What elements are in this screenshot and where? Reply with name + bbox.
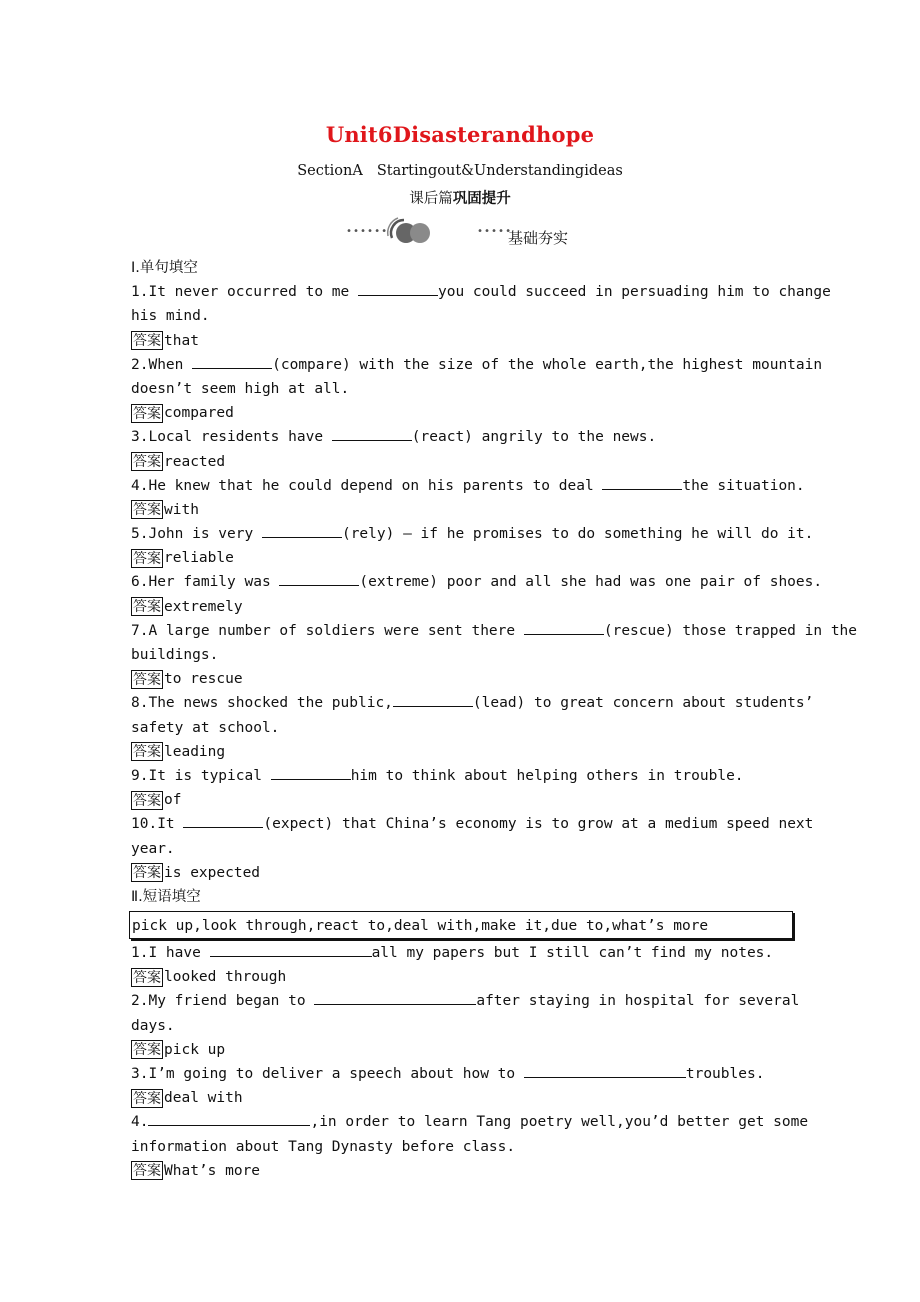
answer-tag: 答案 [133, 1163, 161, 1180]
answer-line [131, 788, 791, 812]
answer-blank[interactable] [210, 942, 372, 957]
answer-text: to rescue [164, 671, 243, 688]
answer-blank[interactable] [332, 426, 412, 441]
answer-text: reliable [164, 550, 234, 567]
question-line [131, 619, 858, 643]
answer-line [131, 450, 791, 474]
answer-text: pick up [164, 1041, 226, 1058]
answer-text: of [164, 792, 182, 809]
question-text: you could succeed in persuading him to change [437, 284, 831, 301]
banner-label: 基础夯实 [508, 229, 569, 247]
question-continuation: doesn’t seem high at all. [131, 380, 350, 397]
answer-text: compared [164, 405, 234, 422]
answer-blank[interactable] [183, 813, 263, 828]
answer-line [131, 861, 791, 885]
answer-line [131, 1159, 791, 1183]
answer-blank[interactable] [393, 692, 473, 707]
question-text: It [157, 816, 184, 833]
question-number: 1. [131, 945, 149, 962]
section-heading: Ⅱ.短语填空 [131, 888, 201, 905]
question-line [131, 941, 791, 965]
answer-line [131, 498, 791, 522]
banner-dots-right: ••••• [477, 226, 513, 237]
question-number: 2. [131, 356, 149, 373]
question-continuation: information about Tang Dynasty before class. [131, 1138, 516, 1155]
question-line [131, 812, 814, 836]
answer-tag: 答案 [133, 454, 161, 471]
answer-blank[interactable] [602, 475, 682, 490]
answer-line [131, 965, 791, 989]
answer-blank[interactable] [524, 1063, 686, 1078]
answer-text: that [164, 332, 199, 349]
question-text: the situation. [682, 477, 805, 494]
question-number: 7. [131, 622, 149, 639]
practice-subtitle [0, 187, 920, 208]
answer-line [131, 595, 791, 619]
answer-tag: 答案 [133, 671, 161, 688]
question-number: 8. [131, 695, 149, 712]
question-line [131, 570, 823, 594]
answer-tag: 答案 [133, 1090, 161, 1107]
answer-text: looked through [164, 969, 287, 986]
question-text: (expect) that China’s economy is to grow at a medium speed next [263, 816, 814, 833]
question-continuation: year. [131, 840, 175, 857]
question-text: It never occurred to me [148, 284, 358, 301]
answer-line [131, 329, 791, 353]
question-text: troubles. [685, 1066, 765, 1082]
question-number: 1. [131, 284, 149, 301]
question-number: 3. [131, 1066, 149, 1082]
question-continuation: buildings. [131, 647, 219, 663]
question-line [131, 1062, 791, 1086]
question-text: It is typical [148, 767, 271, 784]
answer-blank[interactable] [279, 571, 359, 586]
question-line [131, 522, 814, 546]
question-text: (compare) with the size of the whole earth,the highest mountain [272, 356, 823, 373]
answer-tag: 答案 [133, 405, 161, 422]
answer-line [131, 667, 791, 691]
answer-line [131, 1038, 791, 1062]
question-line [131, 353, 823, 377]
answer-text: leading [164, 743, 226, 760]
answer-tag: 答案 [133, 969, 161, 986]
answer-tag: 答案 [133, 744, 161, 761]
question-number: 2. [131, 993, 149, 1010]
question-number: 3. [131, 429, 149, 446]
question-number: 4. [131, 477, 149, 494]
unit-title: Unit6Disasterandhope [325, 122, 595, 147]
question-text: (lead) to great concern about students’ [472, 695, 814, 712]
question-number: 6. [131, 574, 149, 591]
answer-blank[interactable] [262, 523, 342, 538]
question-text: When [148, 356, 193, 373]
answer-line [131, 1086, 791, 1110]
answer-blank[interactable] [358, 281, 438, 296]
question-text: I’m going to deliver a speech about how to [148, 1066, 524, 1082]
section-label: SectionA [297, 163, 363, 179]
answer-text: with [164, 501, 199, 518]
phrase-word-box: pick up,look through,react to,deal with,make it,due to,what’s more [129, 911, 793, 939]
question-number: 4. [131, 1114, 149, 1131]
answer-blank[interactable] [192, 354, 272, 369]
question-continuation: his mind. [131, 308, 210, 325]
question-line [131, 691, 814, 715]
answer-blank[interactable] [314, 990, 476, 1005]
level-banner [346, 214, 586, 248]
section-topic: Startingout&Understandingideas [376, 163, 623, 179]
exercise-content [131, 256, 858, 1183]
answer-text: is expected [164, 864, 261, 881]
section-subtitle [0, 163, 920, 179]
question-text: A large number of soldiers were sent there [148, 622, 524, 639]
answer-tag: 答案 [133, 599, 161, 616]
answer-tag: 答案 [133, 550, 161, 567]
question-line [131, 989, 800, 1013]
question-text: Local residents have [148, 429, 332, 446]
question-text: I have [148, 945, 210, 962]
question-text: ,in order to learn Tang poetry well,you’d better get some [310, 1114, 809, 1131]
question-text: all my papers but I still can’t find my notes. [371, 945, 774, 962]
question-line [131, 764, 791, 788]
question-text: My friend began to [148, 993, 315, 1010]
answer-tag: 答案 [133, 792, 161, 809]
question-text: (extreme) poor and all she had was one pair of shoes. [359, 574, 823, 591]
answer-line [131, 401, 791, 425]
answer-text: reacted [164, 453, 226, 470]
answer-text: deal with [164, 1090, 243, 1107]
question-continuation: safety at school. [131, 719, 280, 736]
question-text: after staying in hospital for several [476, 993, 800, 1010]
answer-tag: 答案 [133, 502, 161, 519]
question-number: 5. [131, 526, 149, 543]
banner-dots-left: •••••• [346, 226, 389, 237]
question-text: him to think about helping others in trouble. [350, 767, 744, 784]
question-text: (react) angrily to the news. [411, 429, 657, 446]
question-text: The news shocked the public, [148, 695, 393, 712]
answer-text: What’s more [164, 1162, 261, 1179]
answer-tag: 答案 [133, 333, 161, 350]
answer-blank[interactable] [271, 765, 351, 780]
section-heading: Ⅰ.单句填空 [131, 260, 198, 276]
answer-blank[interactable] [524, 620, 604, 635]
question-line [131, 425, 791, 449]
answer-tag: 答案 [133, 1042, 161, 1059]
question-text: John is very [148, 526, 262, 543]
practice-subtitle-normal: 课后篇 [409, 191, 453, 207]
question-text: (rescue) those trapped in the [603, 622, 858, 639]
question-number: 10. [131, 816, 158, 833]
question-text: Her family was [148, 574, 280, 591]
answer-line [131, 740, 791, 764]
answer-line [131, 546, 791, 570]
answer-blank[interactable] [148, 1111, 310, 1126]
question-line [131, 474, 805, 498]
question-continuation: days. [131, 1017, 175, 1034]
question-line [131, 1110, 809, 1134]
answer-text: extremely [164, 598, 243, 615]
double-circle-icon [386, 216, 438, 250]
answer-tag: 答案 [133, 865, 161, 882]
question-text: (rely) — if he promises to do something he will do it. [341, 526, 814, 543]
question-text: He knew that he could depend on his parents to deal [148, 477, 603, 494]
practice-subtitle-bold: 巩固提升 [452, 191, 511, 207]
question-number: 9. [131, 767, 149, 784]
question-line [131, 280, 831, 304]
